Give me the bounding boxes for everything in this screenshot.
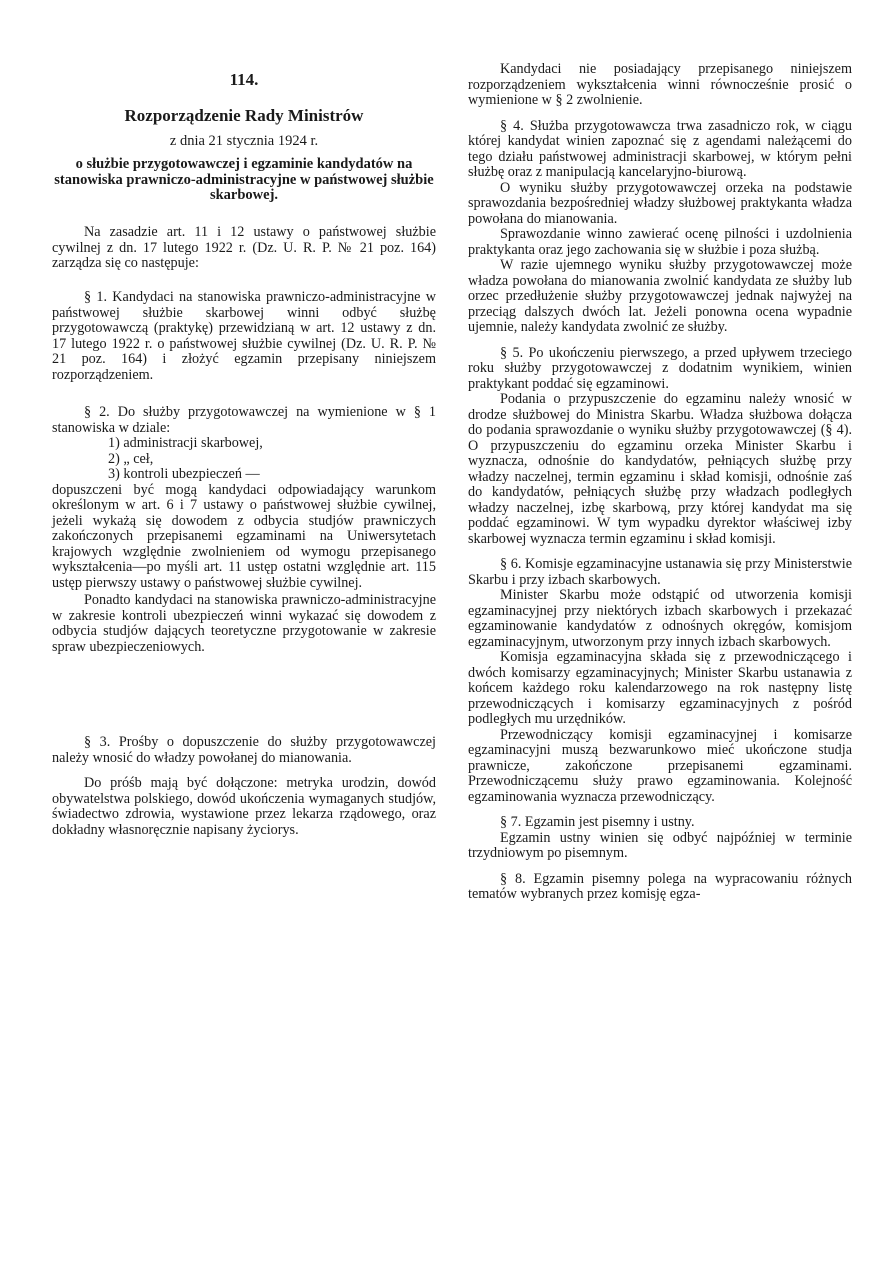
section-6-paragraph-3: Komisja egzaminacyjna składa się z przewodniczącego i dwóch komisarzy egzaminacyjnych; Minister Skarbu ustanawia z końcem każdego roku kalendarzowego na rok następny listę przewodniczących i komisarzy egzaminacyjnych z pośród podległych mu urzędników. <box>468 649 852 727</box>
section-2-list <box>52 436 436 483</box>
section-4-paragraph: § 4. Służba przygotowawcza trwa zasadniczo rok, w ciągu której kandydat winien zapoznać się z agendami należącemi do tego działu państwowej administracji skarbowej, w którym pełni służbę oraz z manipulacją kancelaryjno-biurową. <box>468 117 852 180</box>
section-4-paragraph-2: O wyniku służby przygotowawczej orzeka na podstawie sprawozdania bezpośredniej władzy służbowej praktykanta władza powołana do mianowania. <box>468 179 852 227</box>
list-item: 1) administracji skarbowej, <box>108 435 263 451</box>
candidates-paragraph: Kandydaci nie posiadający przepisanego niniejszem rozporządzeniem wykształcenia winni równocześnie prosić o wymienione w § 2 zwolnienie. <box>468 61 852 108</box>
section-2-continuation: dopuszczeni być mogą kandydaci odpowiadający warunkom określonym w art. 6 i 7 ustawy o państwowej służbie cywilnej, jeżeli wykażą się dowodem z odbycia studjów prawniczych zakończonych przepisanemi egzaminami na Uniwersytetach krajowych względnie zwolnieniem od wymogu przepisanego wykształcenia—po myśli art. 11 ustęp ostatni względnie art. 115 ustęp pierwszy ustawy o państwowej służbie cywilnej. <box>52 481 436 591</box>
section-4-paragraph-3: Sprawozdanie winno zawierać ocenę pilności i uzdolnienia praktykanta oraz jego zachowania się w służbie i poza służbą. <box>468 226 852 258</box>
intro-block <box>52 225 436 272</box>
section-1 <box>52 290 436 383</box>
section-4-paragraph-4: W razie ujemnego wyniku służby przygotowawczej może władza powołana do mianowania zwolnić kandydata ze służby lub orzec przedłużenie służby przygotowawczej jednak najwyżej na przeciąg dalszych dwóch lat. Jeżeli ponowna ocena wypadnie ujemnie, należy kandydata zwolnić ze służby. <box>468 257 852 335</box>
section-7-paragraph-2: Egzamin ustny winien się odbyć najpóźniej w terminie trzydniowym po pisemnym. <box>468 829 852 861</box>
intro-paragraph: Na zasadzie art. 11 i 12 ustawy o państwowej służbie cywilnej z dn. 17 lutego 1922 r. (Dz. U. R. P. № 21 poz. 164) zarządza się co następuje: <box>52 224 436 271</box>
regulation-subject: o służbie przygotowawczej i egzaminie kandydatów na stanowiska prawniczo-administracyjne w państwowej służbie skarbowej. <box>54 156 434 203</box>
section-2-paragraph: § 2. Do służby przygotowawczej na wymienione w § 1 stanowiska w dziale: <box>52 404 436 436</box>
section-8-paragraph: § 8. Egzamin pisemny polega na wypracowaniu różnych tematów wybranych przez komisję egza- <box>468 870 852 902</box>
section-3-paragraph-2: Do próśb mają być dołączone: metryka urodzin, dowód obywatelstwa polskiego, dowód ukończenia wymaganych studjów, świadectwo zdrowia, wystawione przez lekarza rządowego, oraz dokładny własnoręcznie napisany życiorys. <box>52 775 436 838</box>
section-3-paragraph: § 3. Prośby o dopuszczenie do służby przygotowawczej należy wnosić do władzy powołanej do mianowania. <box>52 734 436 766</box>
section-5-paragraph-2: Podania o przypuszczenie do egzaminu należy wnosić w drodze służbowej do Ministra Skarbu. Władza służbowa dołącza do podania sprawozdanie o wyniku służby przygotowawczej (§ 4). O przypuszczeniu do egzaminu orzeka Minister Skarbu i wyznacza, odnośnie do kandydatów, pełniących służbę przy władzy naczelnej, termin egzaminu i skład komisji, odnośnie zaś do kandydatów, pełniących służbę przy władzach podległych władzy naczelnej, izbę skarbową, przy której kandydat ma się poddać egzaminowi. W tym wypadku dyrektor właściwej izby skarbowej wyznacza termin egzaminu i skład komisji. <box>468 391 852 547</box>
list-item: 2) „ ceł, <box>108 450 154 467</box>
list-item: 3) kontroli ubezpieczeń — <box>108 466 260 482</box>
section-2 <box>52 405 436 655</box>
section-7-paragraph: § 7. Egzamin jest pisemny i ustny. <box>500 814 695 830</box>
section-6-paragraph-4: Przewodniczący komisji egzaminacyjnej i komisarze egzaminacyjni muszą bezwarunkowo mieć ukończone studja prawnicze, zakończone przepisanemi egzaminami. Przewodniczącemu służy prawo egzaminowania. Kolejność egzaminowania wyznacza przewodniczący. <box>468 726 852 805</box>
section-3 <box>52 735 436 838</box>
section-5-paragraph: § 5. Po ukończeniu pierwszego, a przed upływem trzeciego roku służby przygotowawczej z dodatnim wynikiem, winien praktykant poddać się egzaminowi. <box>468 344 852 392</box>
right-block-1 <box>468 62 852 903</box>
section-6-paragraph-2: Minister Skarbu może odstąpić od utworzenia komisji egzaminacyjnej przy niektórych izbach skarbowych i przekazać egzaminowanie kandydatów z odnośnych okręgów, komisjom egzaminacyjnym, utworzonym przy innych izbach skarbowych. <box>468 587 852 650</box>
section-6-paragraph: § 6. Komisje egzaminacyjne ustanawia się przy Ministerstwie Skarbu i przy izbach skarbowych. <box>468 556 852 588</box>
section-2-paragraph-2: Ponadto kandydaci na stanowiska prawniczo-administracyjne w zakresie kontroli ubezpieczeń winni wykazać się dowodem z odbycia studjów dających teoretyczne przygotowanie w zakresie spraw ubezpieczeniowych. <box>52 592 436 655</box>
section-1-paragraph: § 1. Kandydaci na stanowiska prawniczo-administracyjne w państwowej służbie skarbowej winni odbyć służbę przygotowawczą (praktykę) przewidzianą w art. 12 ustawy z dn. 17 lutego 1922 r. o państwowej służbie cywilnej (Dz. U. R. P. № 21 poz. 164) i złożyć egzamin przepisany niniejszem rozporządzeniem. <box>52 289 436 383</box>
regulation-date: z dnia 21 stycznia 1924 r. <box>169 133 319 149</box>
regulation-title: Rozporządzenie Rady Ministrów <box>124 106 364 125</box>
regulation-number: 114. <box>229 70 259 89</box>
